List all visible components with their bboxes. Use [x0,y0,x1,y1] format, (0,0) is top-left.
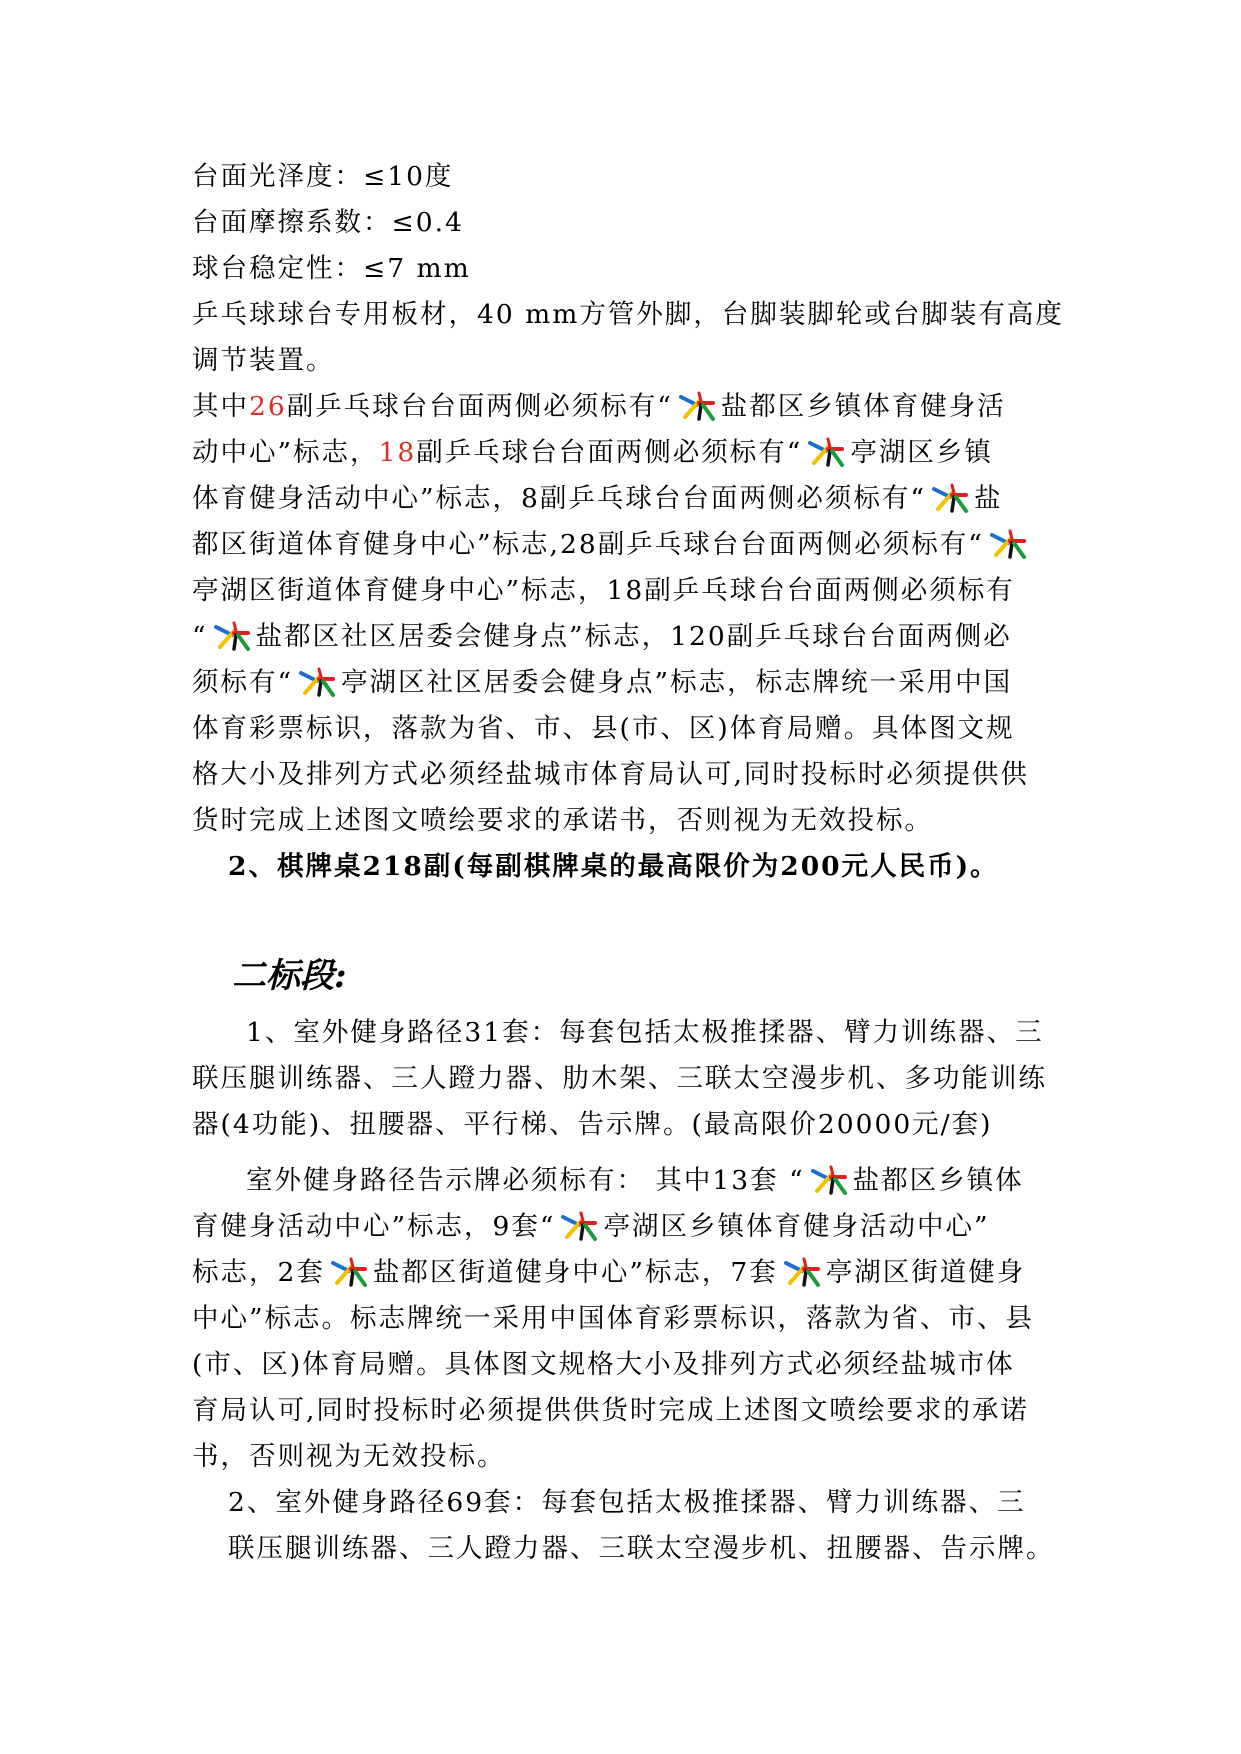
p2-line-7: 须标有“ 亭湖区社区居委会健身点”标志，标志牌统一采用中国 [192,667,1013,698]
spec-friction: 台面摩擦系数：≤0.4 [192,207,464,238]
spec-stability: 球台稳定性：≤7 mm [192,253,471,284]
spec-material: 乒乓球球台专用板材，40 mm方管外脚，台脚装脚轮或台脚装有高度 [192,299,1064,330]
sports-lottery-logo-icon [930,483,970,513]
s2-item1-line-2: 联压腿训练器、三人蹬力器、肋木架、三联太空漫步机、多功能训练 [192,1063,1047,1094]
p2-line-9: 格大小及排列方式必须经盐城市体育局认可,同时投标时必须提供供 [192,759,1029,790]
sports-lottery-logo-icon [809,1165,849,1195]
s2-item2-line-1: 2、室外健身路径69套：每套包括太极推揉器、臂力训练器、三 [228,1487,1026,1518]
section1-spec-lines [192,154,1064,890]
s2-item2-line-2: 联压腿训练器、三人蹬力器、三联太空漫步机、扭腰器、告示牌。 [228,1533,1055,1564]
s2-notice-line-1: 室外健身路径告示牌必须标有： 其中13套 “ 盐都区乡镇体 [246,1165,1024,1196]
p2-line-10: 货时完成上述图文喷绘要求的承诺书，否则视为无效投标。 [192,805,933,836]
sports-lottery-logo-icon [806,437,846,467]
item-chess-tables: 2、棋牌桌218副(每副棋牌桌的最高限价为200元人民币)。 [228,851,999,882]
section2-body [192,1010,1055,1572]
spec-gloss: 台面光泽度：≤10度 [192,161,454,192]
s2-notice-line-7: 书，否则视为无效投标。 [192,1441,506,1472]
s2-notice-line-3: 标志，2套 盐都区街道健身中心”标志，7套 亭湖区街道健身 [192,1257,1026,1288]
section2-heading: 二标段: [232,956,347,996]
spec-material-cont: 调节装置。 [192,345,335,376]
sports-lottery-logo-icon [677,391,717,421]
p2-line-8: 体育彩票标识，落款为省、市、县(市、区)体育局赠。具体图文规 [192,713,1015,744]
s2-item1-line-3: 器(4功能)、扭腰器、平行梯、告示牌。(最高限价20000元/套) [192,1109,993,1140]
p2-line-4: 都区街道体育健身中心”标志,28副乒乓球台台面两侧必须标有“ [192,522,1050,568]
s2-notice-line-6: 育局认可,同时投标时必须提供供货时完成上述图文喷绘要求的承诺 [192,1395,1029,1426]
p2-line-5: 亭湖区街道体育健身中心”标志，18副乒乓球台台面两侧必须标有 [192,575,1015,606]
sports-lottery-logo-icon [782,1257,822,1287]
s2-item1-line-1: 1、室外健身路径31套：每套包括太极推揉器、臂力训练器、三 [246,1017,1044,1048]
s2-notice-line-4: 中心”标志。标志牌统一采用中国体育彩票标识，落款为省、市、县 [192,1303,1035,1334]
p2-line-6: “ 盐都区社区居委会健身点”标志，120副乒乓球台台面两侧必 [192,621,1012,652]
count-18: 18 [378,437,417,468]
p2-line-2: 动中心”标志，18副乒乓球台台面两侧必须标有“ 亭湖区乡镇 [192,437,993,468]
sports-lottery-logo-icon [559,1211,599,1241]
s2-notice-line-2: 育健身活动中心”标志，9套“ 亭湖区乡镇体育健身活动中心” [192,1211,990,1242]
p2-line-3: 体育健身活动中心”标志，8副乒乓球台台面两侧必须标有“ 盐 [192,483,1003,514]
sports-lottery-logo-icon [329,1257,369,1287]
p2-line-1: 其中26副乒乓球台台面两侧必须标有“ 盐都区乡镇体育健身活 [192,391,1006,422]
s2-notice-line-5: (市、区)体育局赠。具体图文规格大小及排列方式必须经盐城市体 [192,1349,1015,1380]
count-26: 26 [249,391,287,422]
sports-lottery-logo-icon [212,621,252,651]
sports-lottery-logo-icon [988,529,1028,559]
sports-lottery-logo-icon [297,667,337,697]
